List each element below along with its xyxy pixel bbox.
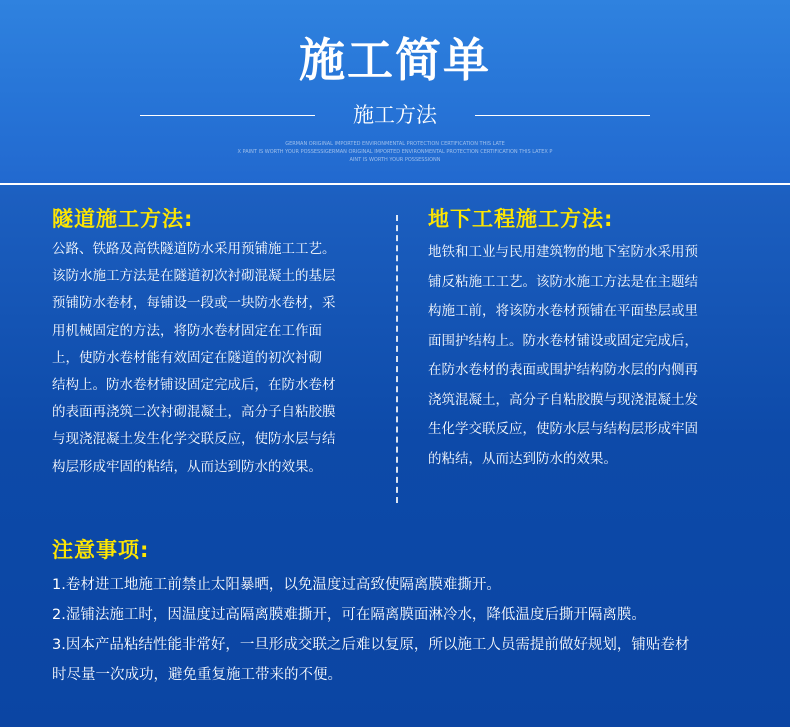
- fine-print-line-2: X PAINT IS WORTH YOUR POSSESSIGERMAN ORIGINAL IMPORTED ENVIRONMENTAL PROTECTION CERTIFICATION THIS LATEX P: [237, 149, 553, 155]
- header-banner: [0, 0, 790, 183]
- header-divider: [0, 183, 790, 185]
- tunnel-text-line: 预铺防水卷材，每铺设一段或一块防水卷材，采: [52, 295, 336, 312]
- underground-text-line: 在防水卷材的表面或围护结构防水层的内侧再: [428, 362, 698, 378]
- tunnel-text-line: 用机械固定的方法，将防水卷材固定在工作面: [52, 322, 322, 339]
- tunnel-text-line: 的表面再浇筑二次衬砌混凝土，高分子自粘胶膜: [52, 404, 336, 421]
- underground-text-line: 的粘结，从而达到防水的效果。: [428, 450, 617, 467]
- underground-section-body: [428, 238, 750, 474]
- underground-text-line: 铺反粘施工工艺。该防水施工方法是在主题结: [428, 273, 698, 290]
- tunnel-section-body: [52, 236, 364, 481]
- tunnel-text-line: 公路、铁路及高铁隧道防水采用预铺施工工艺。: [52, 241, 336, 257]
- fine-print-line-1: GERMAN ORIGINAL IMPORTED ENVIRONMENTAL PROTECTION CERTIFICATION THIS LATE: [285, 141, 505, 147]
- underground-section-title: 地下工程施工方法:: [428, 207, 614, 231]
- underground-text-line: 生化学交联反应，使防水层与结构层形成牢固: [428, 421, 698, 437]
- page-title: 施工简单: [299, 33, 491, 87]
- notes-section-title: 注意事项:: [52, 538, 150, 562]
- page-subtitle: 施工方法: [353, 103, 437, 127]
- tunnel-section-title: 隧道施工方法:: [52, 207, 194, 231]
- tunnel-text-line: 结构上。防水卷材铺设固定完成后，在防水卷材: [52, 377, 336, 394]
- notes-list: [52, 570, 752, 690]
- underground-text-line: 地铁和工业与民用建筑物的地下室防水采用预: [428, 244, 698, 260]
- fine-print-line-3: AINT IS WORTH YOUR POSSESSIONN: [349, 157, 441, 163]
- notes-item: 3.因本产品粘结性能非常好，一旦形成交联之后难以复原，所以施工人员需提前做好规划，铺贴卷材: [52, 637, 690, 653]
- notes-item: 2.湿铺法施工时，因温度过高隔离膜难撕开，可在隔离膜面淋冷水，降低温度后撕开隔离膜。: [52, 607, 646, 623]
- underground-text-line: 浇筑混凝土，高分子自粘胶膜与现浇混凝土发: [428, 391, 698, 408]
- notes-item: 时尽量一次成功，避免重复施工带来的不便。: [52, 667, 342, 683]
- column-divider: [396, 215, 398, 503]
- tunnel-text-line: 上，使防水卷材能有效固定在隧道的初次衬砌: [52, 349, 322, 366]
- subtitle-line-right: [475, 115, 650, 116]
- underground-text-line: 面围护结构上。防水卷材铺设或固定完成后，: [428, 332, 698, 349]
- tunnel-text-line: 与现浇混凝土发生化学交联反应，使防水层与结: [52, 431, 336, 448]
- underground-text-line: 构施工前，将该防水卷材预铺在平面垫层或里: [428, 303, 698, 319]
- tunnel-text-line: 构层形成牢固的粘结，从而达到防水的效果。: [52, 458, 322, 475]
- tunnel-text-line: 该防水施工方法是在隧道初次衬砌混凝土的基层: [52, 268, 336, 285]
- notes-item: 1.卷材进工地施工前禁止太阳暴晒，以免温度过高致使隔离膜难撕开。: [52, 577, 501, 593]
- subtitle-row: [0, 100, 790, 130]
